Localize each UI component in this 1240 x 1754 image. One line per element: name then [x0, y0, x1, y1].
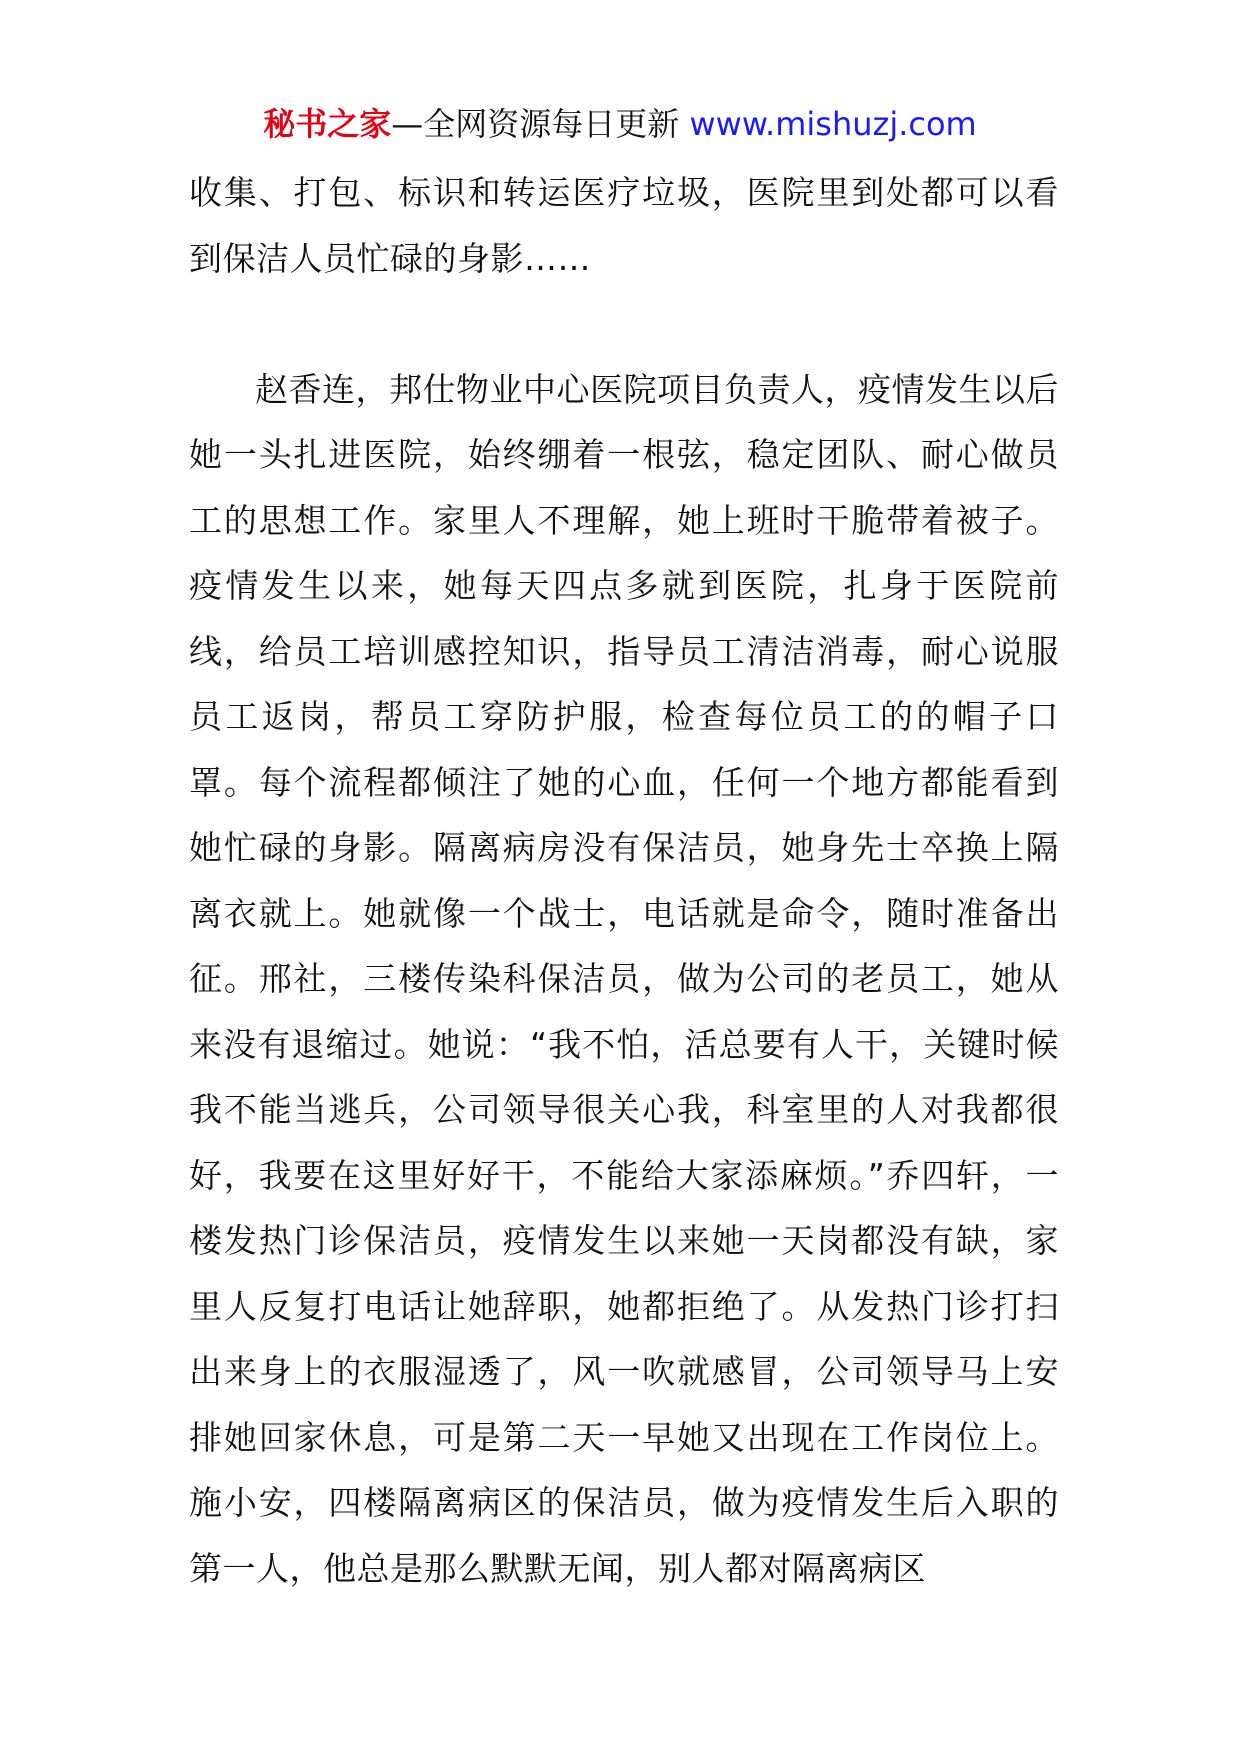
document-body — [189, 160, 1059, 1601]
brand-name: 秘书之家 — [263, 105, 392, 143]
website-link[interactable]: www.mishuzj.com — [689, 105, 977, 143]
paragraph-spacer — [189, 291, 1059, 357]
header-tagline: —全网资源每日更新 — [391, 105, 680, 143]
paragraph-continued: 收集、打包、标识和转运医疗垃圾，医院里到处都可以看到保洁人员忙碌的身影…… — [189, 173, 1059, 278]
page-header — [0, 100, 1240, 148]
paragraph-main: 赵香连，邦仕物业中心医院项目负责人，疫情发生以后她一头扎进医院，始终绷着一根弦，稳定团队、耐心做员工的思想工作。家里人不理解，她上班时干脆带着被子。疫情发生以来，她每天四点多就到医院，扎身于医院前线，给员工培训感控知识，指导员工清洁消毒，耐心说服员工返岗，帮员工穿防护服，检查每位员工的的帽子口罩。每个流程都倾注了她的心血，任何一个地方都能看到她忙碌的身影。隔离病房没有保洁员，她身先士卒换上隔离衣就上。她就像一个战士，电话就是命令，随时准备出征。邢社，三楼传染科保洁员，做为公司的老员工，她从来没有退缩过。她说：“我不怕，活总要有人干，关键时候我不能当逃兵，公司领导很关心我，科室里的人对我都很好，我要在这里好好干，不能给大家添麻烦。”乔四轩，一楼发热门诊保洁员，疫情发生以来她一天岗都没有缺，家里人反复打电话让她辞职，她都拒绝了。从发热门诊打扫出来身上的衣服湿透了，风一吹就感冒，公司领导马上安排她回家休息，可是第二天一早她又出现在工作岗位上。施小安，四楼隔离病区的保洁员，做为疫情发生后入职的第一人，他总是那么默默无闻，别人都对隔离病区 — [189, 369, 1059, 1588]
